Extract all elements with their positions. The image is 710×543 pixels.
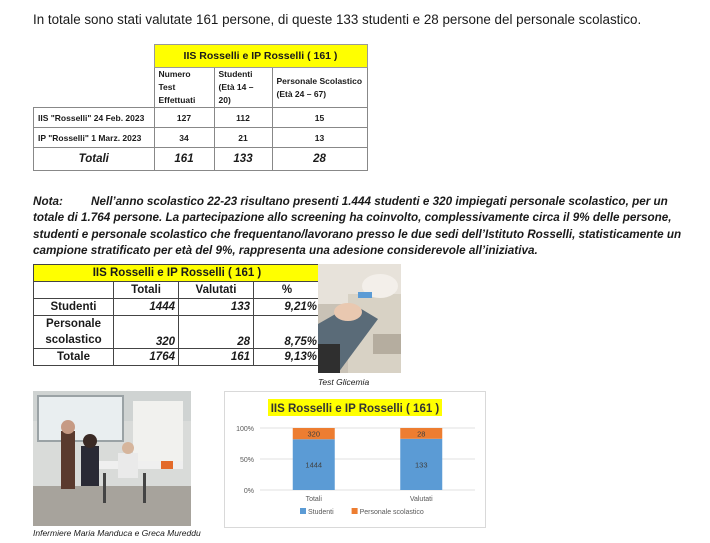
table2-row-label: Totale (34, 349, 114, 366)
y-tick-label: 0% (243, 488, 254, 495)
note-paragraph (33, 194, 688, 259)
table1-cell: 21 (214, 128, 272, 148)
y-tick-label: 50% (239, 457, 254, 464)
table1-total-cell: 161 (154, 148, 214, 171)
table2-header: Valutati (179, 282, 254, 299)
table1-cell: 127 (154, 108, 214, 128)
table1-title: IIS Rosselli e IP Rosselli ( 161 ) (154, 45, 367, 68)
x-tick-label: Valutati (409, 496, 433, 503)
screening-table (33, 44, 368, 171)
table1-total-cell: 133 (214, 148, 272, 171)
table2-cell: 8,75% (254, 316, 321, 349)
table1-cell: 13 (272, 128, 367, 148)
participation-table (33, 264, 321, 366)
chart-svg (225, 392, 485, 527)
data-label: 1444 (305, 460, 323, 470)
table2-title: IIS Rosselli e IP Rosselli ( 161 ) (34, 265, 321, 282)
table-row (34, 128, 368, 148)
table1-header-staff: Personale Scolastico (Età 24 – 67) (272, 68, 367, 108)
table2-row-label: Personale scolastico (34, 316, 114, 349)
legend-swatch (300, 508, 306, 514)
table1-total-cell: 28 (272, 148, 367, 171)
table1-row-label: IP "Rosselli" 1 Marz. 2023 (34, 128, 155, 148)
legend-swatch (352, 508, 358, 514)
table2-cell: 28 (179, 316, 254, 349)
table2-cell: 133 (179, 299, 254, 316)
intro-text: In totale sono stati valutate 161 persone, di queste 133 studenti e 28 persone del personale scolastico. (33, 12, 642, 27)
table-row (34, 316, 321, 349)
table2-row-label: Studenti (34, 299, 114, 316)
note-text: Nell’anno scolastico 22-23 risultano presenti 1.444 studenti e 320 impiegati personale scolastico, per un totale di 1.764 persone. La partecipazione allo screening ha coinvolto, complessivamente circa il 9% delle persone, studenti e personale scolastico che frequentano/lavorano presso le due sedi dell’Istituto Rosselli, statisticamente un campione stratificato per età del 9%, rappresenta una adesione considerevole all’iniziativa. (33, 195, 682, 257)
table2-cell: 1444 (114, 299, 179, 316)
y-tick-label: 100% (236, 426, 254, 433)
glucose-test-photo (318, 264, 401, 373)
table2-header: Totali (114, 282, 179, 299)
table-row (34, 108, 368, 128)
table1-cell: 15 (272, 108, 367, 128)
chart-title: IIS Rosselli e IP Rosselli ( 161 ) (270, 403, 440, 415)
stacked-bar-chart (224, 391, 486, 528)
photo-caption-nurses: Infermiere Maria Manduca e Greca Mureddu (33, 528, 201, 538)
table1-total-label: Totali (34, 148, 155, 171)
nurses-photo (33, 391, 191, 526)
legend-label: Personale scolastico (359, 509, 424, 516)
table-total-row (34, 148, 368, 171)
table2-cell: 9,21% (254, 299, 321, 316)
table-row (34, 299, 321, 316)
data-label: 133 (414, 460, 428, 470)
table1-cell: 34 (154, 128, 214, 148)
table2-cell: 320 (114, 316, 179, 349)
photo-caption-glucose: Test Glicemia (318, 377, 370, 387)
chart-plot (236, 426, 475, 516)
note-label: Nota: (33, 195, 63, 208)
table2-cell: 1764 (114, 349, 179, 366)
legend-label: Studenti (308, 509, 334, 516)
table1-cell: 112 (214, 108, 272, 128)
table2-cell: 161 (179, 349, 254, 366)
table1-header-students: Studenti (Età 14 – 20) (214, 68, 272, 108)
data-label: 28 (417, 429, 426, 439)
table-row (34, 349, 321, 366)
table2-header: % (254, 282, 321, 299)
table1-row-label: IIS "Rosselli" 24 Feb. 2023 (34, 108, 155, 128)
table1-header-tests: Numero Test Effettuati (154, 68, 214, 108)
x-tick-label: Totali (305, 496, 322, 503)
table2-cell: 9,13% (254, 349, 321, 366)
data-label: 320 (307, 429, 321, 439)
